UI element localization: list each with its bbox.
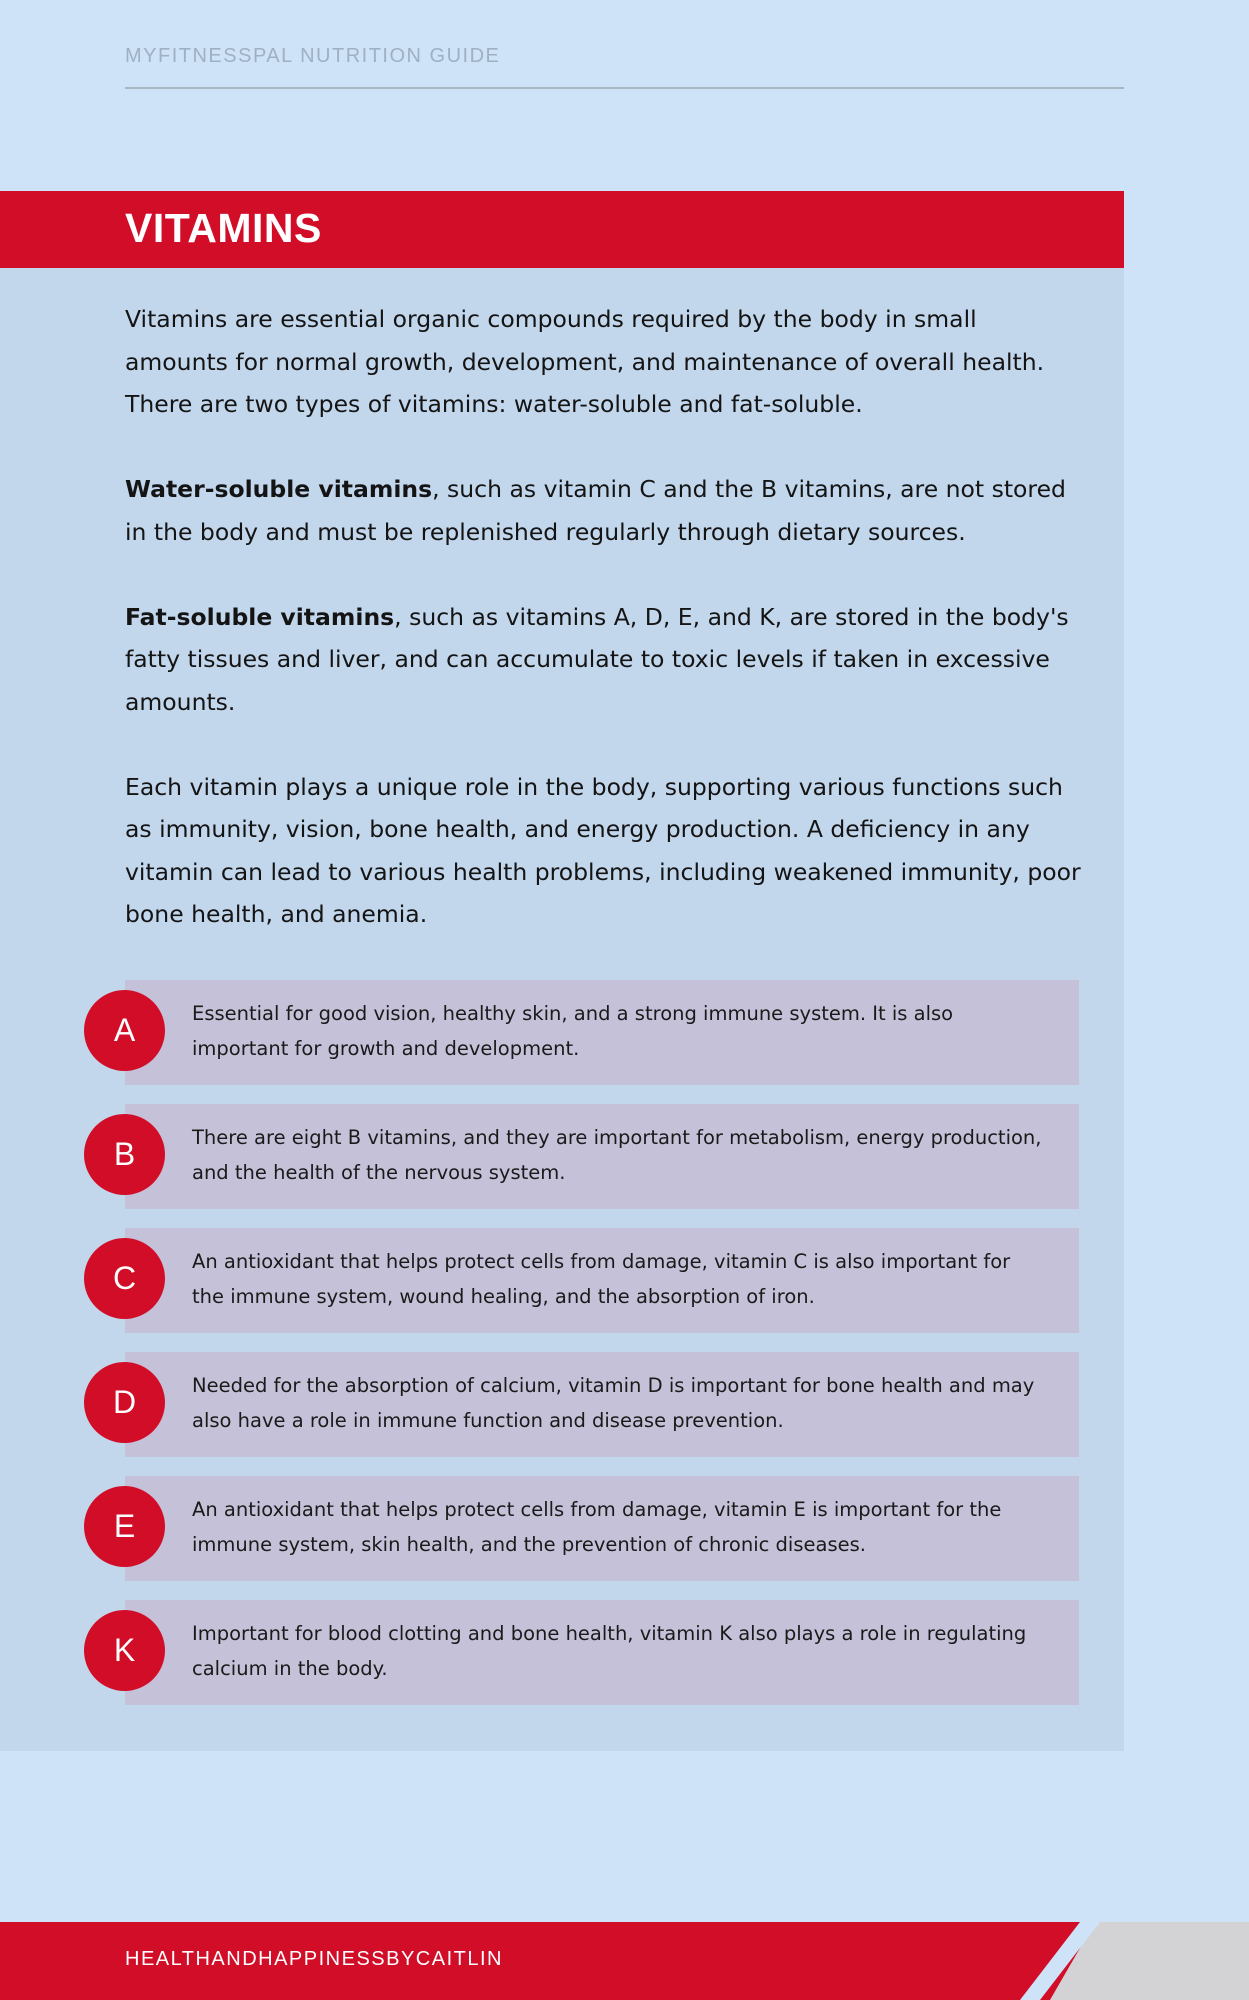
vitamin-card-a [125,980,1079,1085]
vitamin-description: An antioxidant that helps protect cells from damage, vitamin C is also important for the immune system, wound healing, and the absorption of iron. [192,1250,1011,1308]
fat-soluble-heading: Fat-soluble vitamins [125,602,395,631]
vitamin-description: Essential for good vision, healthy skin, and a strong immune system. It is also important for growth and development. [192,1002,954,1060]
water-soluble-description: , such as vitamin C and the B vitamins, are not stored in the body and must be replenished regularly through dietary sources. [125,475,1066,546]
vitamin-card-c [125,1228,1079,1333]
vitamin-card-e [125,1476,1079,1581]
vitamin-card-d [125,1352,1079,1457]
vitamin-description: Important for blood clotting and bone health, vitamin K also plays a role in regulating calcium in the body. [192,1622,1027,1680]
header-divider [125,87,1124,89]
footer-label: HEALTHANDHAPPINESSBYCAITLIN [125,1948,503,1970]
fat-soluble-description: , such as vitamins A, D, E, and K, are stored in the body's fatty tissues and liver, and can accumulate to toxic levels if taken in excessive amounts. [125,602,1069,716]
vitamin-badge-d: D [84,1362,165,1443]
vitamin-card-k [125,1600,1079,1705]
title-bar [0,191,1124,268]
water-soluble-paragraph [125,468,1085,553]
water-soluble-heading: Water-soluble vitamins [125,475,433,503]
fat-soluble-paragraph [125,596,1085,724]
roles-paragraph: Each vitamin plays a unique role in the body, supporting various functions such as immunity, vision, bone health, and energy production. A deficiency in any vitamin can lead to various health problems, including weakened immunity, poor bone health, and anemia. [125,772,1081,928]
vitamin-card-b [125,1104,1079,1209]
page-title: VITAMINS [125,205,322,251]
vitamin-badge-a: A [84,990,165,1071]
vitamin-badge-b: B [84,1114,165,1195]
vitamin-description: There are eight B vitamins, and they are important for metabolism, energy production, and the health of the nervous system. [192,1126,1042,1184]
intro-text [125,298,1085,978]
vitamin-badge-c: C [84,1238,165,1319]
vitamin-badge-e: E [84,1486,165,1567]
vitamin-description: Needed for the absorption of calcium, vitamin D is important for bone health and may also have a role in immune function and disease prevention. [192,1374,1035,1432]
intro-paragraph: Vitamins are essential organic compounds required by the body in small amounts for normal growth, development, and maintenance of overall health. There are two types of vitamins: water-soluble and fat-soluble. [125,305,1045,418]
vitamin-description: An antioxidant that helps protect cells from damage, vitamin E is important for the immune system, skin health, and the prevention of chronic diseases. [192,1498,1002,1556]
header-label: MYFITNESSPAL NUTRITION GUIDE [125,45,501,67]
vitamin-badge-k: K [84,1610,165,1691]
